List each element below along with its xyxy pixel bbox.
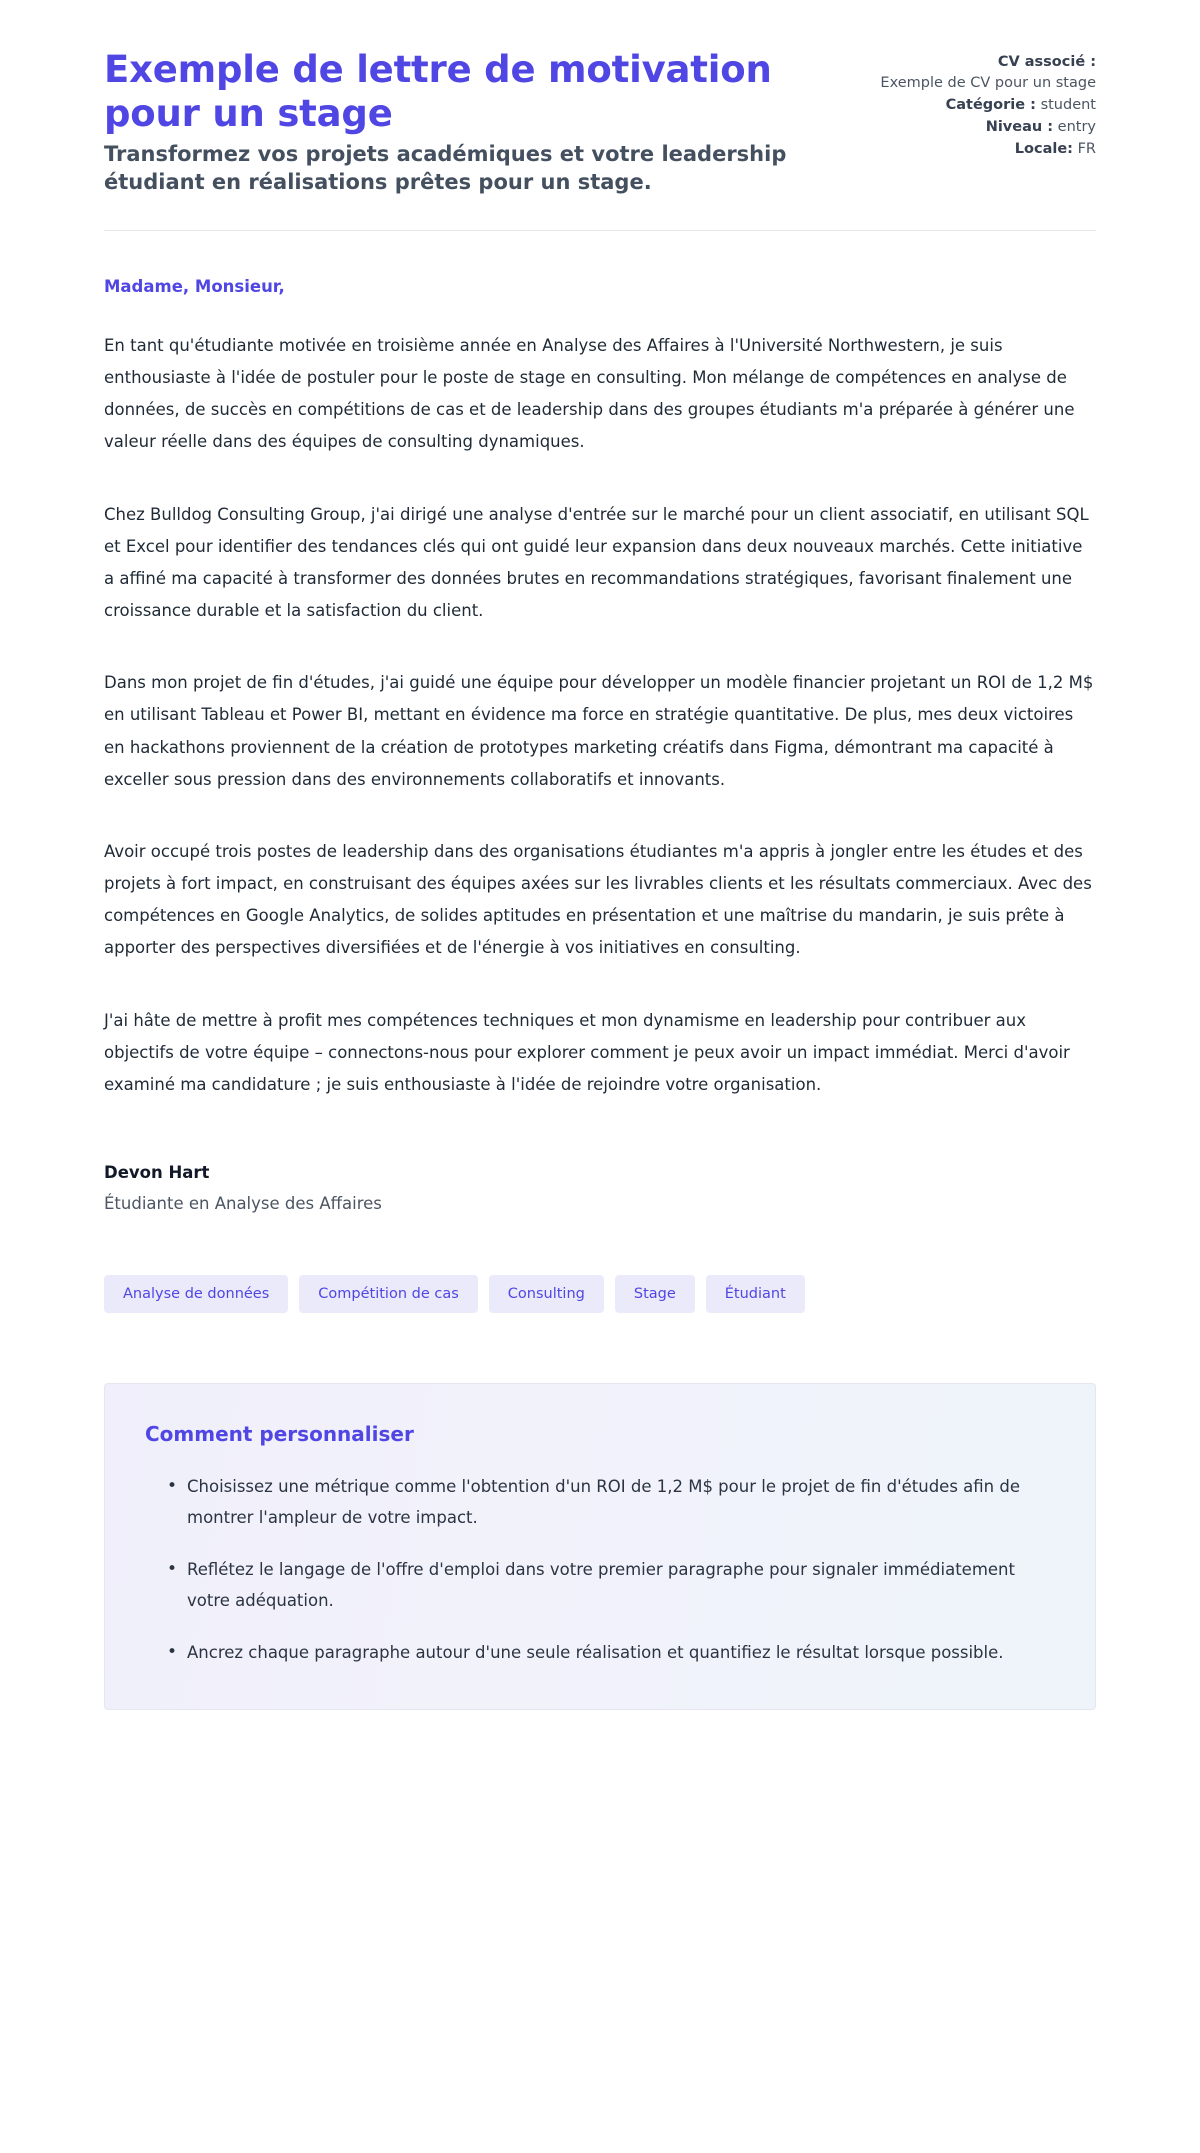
tag-chip[interactable]: Consulting — [489, 1275, 604, 1313]
callout-title: Comment personnaliser — [145, 1422, 414, 1447]
metadata-row-category — [866, 95, 1096, 116]
metadata-value-level: entry — [1057, 119, 1096, 136]
metadata-label-locale: Locale: — [1014, 141, 1073, 158]
metadata-label-level: Niveau : — [985, 119, 1054, 136]
metadata-label-cv: CV associé : — [997, 54, 1096, 70]
signature-block — [104, 1163, 1096, 1213]
page-title: Exemple de lettre de motivation pour un stage — [104, 48, 772, 135]
metadata-panel — [866, 48, 1096, 161]
callout-tip-list — [145, 1472, 1055, 1669]
tag-list — [104, 1275, 1096, 1313]
signature-role: Étudiante en Analyse des Affaires — [104, 1194, 382, 1214]
tag-chip[interactable]: Compétition de cas — [299, 1275, 478, 1313]
customization-callout — [104, 1383, 1096, 1710]
callout-tip-item: • Ancrez chaque paragraphe autour d'une seule réalisation et quantifiez le résultat lorsque possible. — [167, 1638, 1055, 1669]
metadata-row-locale — [866, 139, 1096, 160]
metadata-value-cv: Exemple de CV pour un stage — [880, 75, 1096, 92]
document-header — [104, 48, 1096, 196]
metadata-value-category: student — [1040, 97, 1096, 114]
tag-chip[interactable]: Analyse de données — [104, 1275, 288, 1313]
signature-name: Devon Hart — [104, 1163, 210, 1183]
letter-paragraph: Avoir occupé trois postes de leadership dans des organisations étudiantes m'a appris à jongler entre les études et des projets à fort impact, en construisant des équipes axées sur les livrables clients et les résultats commerciaux. Avec des compétences en Google Analytics, de solides aptitudes en présentation et une maîtrise du mandarin, je suis prête à apporter des perspectives diversifiées et de l'énergie à vos initiatives en consulting. — [104, 841, 1092, 958]
letter-paragraph: En tant qu'étudiante motivée en troisième année en Analyse des Affaires à l'Université Northwestern, je suis enthousiaste à l'idée de postuler pour le poste de stage en consulting. Mon mélange de compétences en analyse de données, de succès en compétitions de cas et de leadership dans des groupes étudiants m'a préparée à générer une valeur réelle dans des équipes de consulting dynamiques. — [104, 335, 1075, 452]
tag-chip[interactable]: Stage — [615, 1275, 695, 1313]
callout-tip-item: • Choisissez une métrique comme l'obtention d'un ROI de 1,2 M$ pour le projet de fin d'études afin de montrer l'ampleur de votre impact. — [167, 1472, 1055, 1533]
header-text-block — [104, 48, 824, 196]
metadata-row-level — [866, 117, 1096, 138]
letter-paragraph: Chez Bulldog Consulting Group, j'ai dirigé une analyse d'entrée sur le marché pour un client associatif, en utilisant SQL et Excel pour identifier des tendances clés qui ont guidé leur expansion dans deux nouveaux marchés. Cette initiative a affiné ma capacité à transformer des données brutes en recommandations stratégiques, favorisant finalement une croissance durable et la satisfaction du client. — [104, 504, 1089, 621]
page-subtitle: Transformez vos projets académiques et votre leadership étudiant en réalisations prêtes pour un stage. — [104, 142, 787, 194]
letter-salutation: Madame, Monsieur, — [104, 276, 285, 296]
metadata-row-cv — [866, 52, 1096, 94]
letter-body — [104, 277, 1096, 1101]
metadata-value-locale: FR — [1077, 141, 1096, 158]
letter-paragraph: J'ai hâte de mettre à profit mes compétences techniques et mon dynamisme en leadership pour contribuer aux objectifs de votre équipe – connectons-nous pour explorer comment je peux avoir un impact immédiat. Merci d'avoir examiné ma candidature ; je suis enthousiaste à l'idée de rejoindre votre organisation. — [104, 1010, 1070, 1094]
letter-paragraph: Dans mon projet de fin d'études, j'ai guidé une équipe pour développer un modèle financier projetant un ROI de 1,2 M$ en utilisant Tableau et Power BI, mettant en évidence ma force en stratégie quantitative. De plus, mes deux victoires en hackathons proviennent de la création de prototypes marketing créatifs dans Figma, démontrant ma capacité à exceller sous pression dans des environnements collaboratifs et innovants. — [104, 673, 1094, 789]
header-divider — [104, 230, 1096, 231]
callout-tip-item: • Reflétez le langage de l'offre d'emploi dans votre premier paragraphe pour signaler immédiatement votre adéquation. — [167, 1555, 1055, 1616]
tag-chip[interactable]: Étudiant — [706, 1275, 805, 1313]
metadata-label-category: Catégorie : — [945, 97, 1036, 114]
